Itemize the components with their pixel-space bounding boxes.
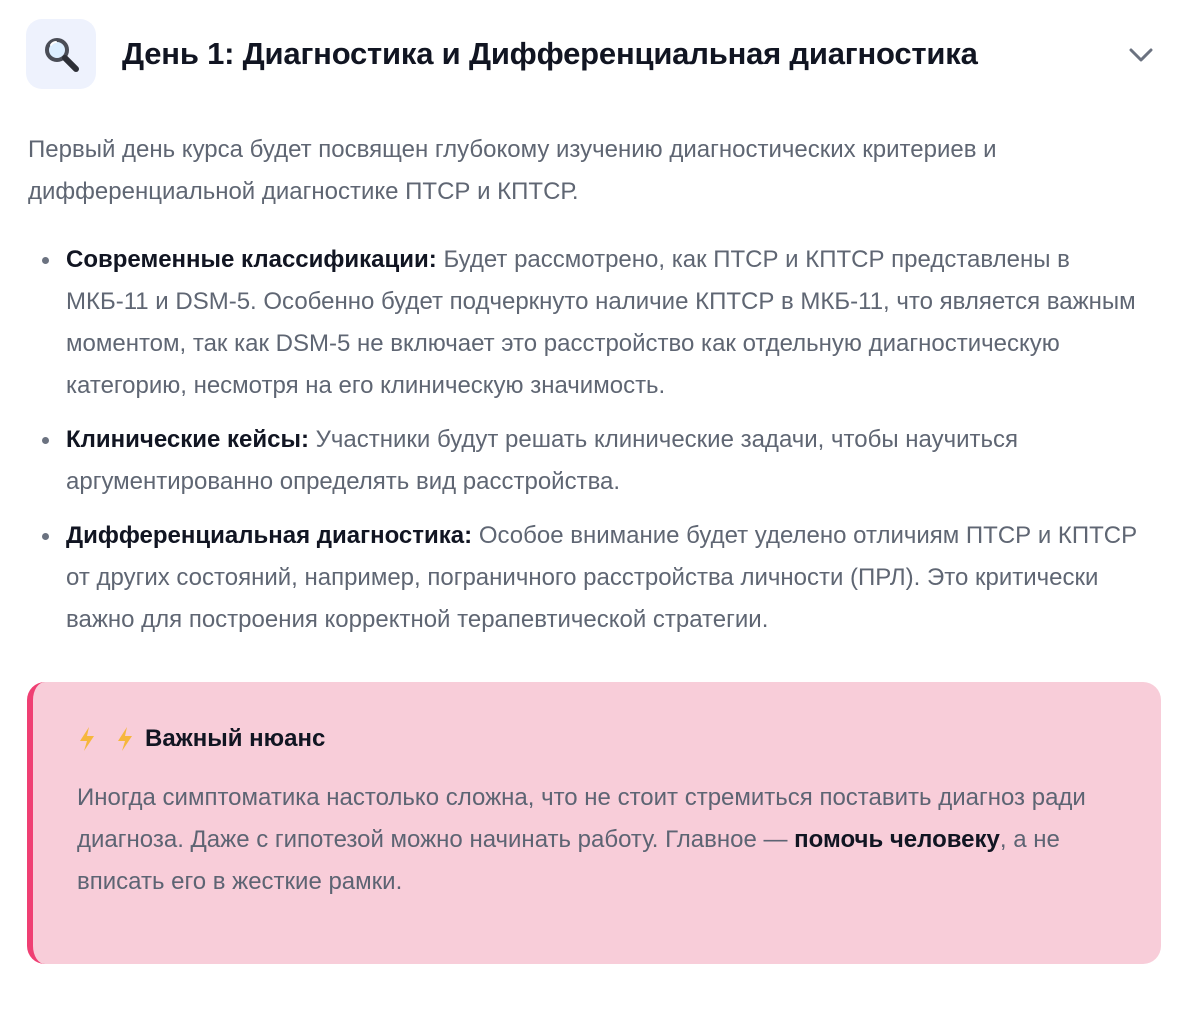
bullet-marker: [42, 257, 49, 264]
bullet-text: Особое внимание будет уделено отличиям ПТСР и КПТСР от других состояний, например, пограничного расстройства личности (ПРЛ). Это критически важно для построения корректной терапевтической стратегии.: [66, 522, 1138, 633]
bullet-label: Дифференциальная диагностика:: [66, 522, 473, 549]
bullet-label: Клинические кейсы:: [66, 426, 309, 453]
topics-list: [28, 239, 1148, 653]
important-note-callout: [27, 682, 1161, 964]
topic-modern-classifications: [28, 239, 1148, 407]
callout-title: Важный нюанс: [145, 725, 326, 752]
bullet-text: Будет рассмотрено, как ПТСР и КПТСР представлены в МКБ-11 и DSM-5. Особенно будет подчеркнуто наличие КПТСР в МКБ-11, что является важным моментом, так как DSM-5 не включает это расстройство как отдельную диагностическую категорию, несмотря на его клиническую значимость.: [66, 246, 1136, 399]
lightning-bolt-icon: [115, 726, 135, 752]
section-icon-tile: [26, 19, 96, 89]
section-title: День 1: Диагностика и Дифференциальная диагностика: [122, 36, 978, 71]
chevron-down-icon[interactable]: [1126, 40, 1156, 70]
callout-text-start: Иногда симптоматика настолько сложна, что не стоит стремиться поставить диагноз ради диагноза. Даже с гипотезой можно начинать работу. Главное —: [77, 784, 1086, 853]
accordion-header[interactable]: [26, 18, 1174, 90]
callout-header: [77, 725, 325, 753]
bullet-marker: [42, 533, 49, 540]
callout-text-emphasis: помочь человеку: [794, 826, 1000, 853]
topic-clinical-cases: [28, 419, 1148, 503]
bullet-marker: [42, 437, 49, 444]
magnifying-glass-icon: [42, 35, 80, 73]
callout-text: [77, 777, 1137, 903]
bullet-text: Участники будут решать клинические задачи, чтобы научиться аргументированно определять вид расстройства.: [66, 426, 1018, 495]
intro-paragraph: Первый день курса будет посвящен глубокому изучению диагностических критериев и дифференциальной диагностике ПТСР и КПТСР.: [28, 136, 997, 205]
callout-text-end: , а не вписать его в жесткие рамки.: [77, 826, 1060, 895]
bullet-label: Современные классификации:: [66, 246, 437, 273]
topic-differential-diagnosis: [28, 515, 1148, 641]
lightning-bolt-icon: [77, 726, 97, 752]
